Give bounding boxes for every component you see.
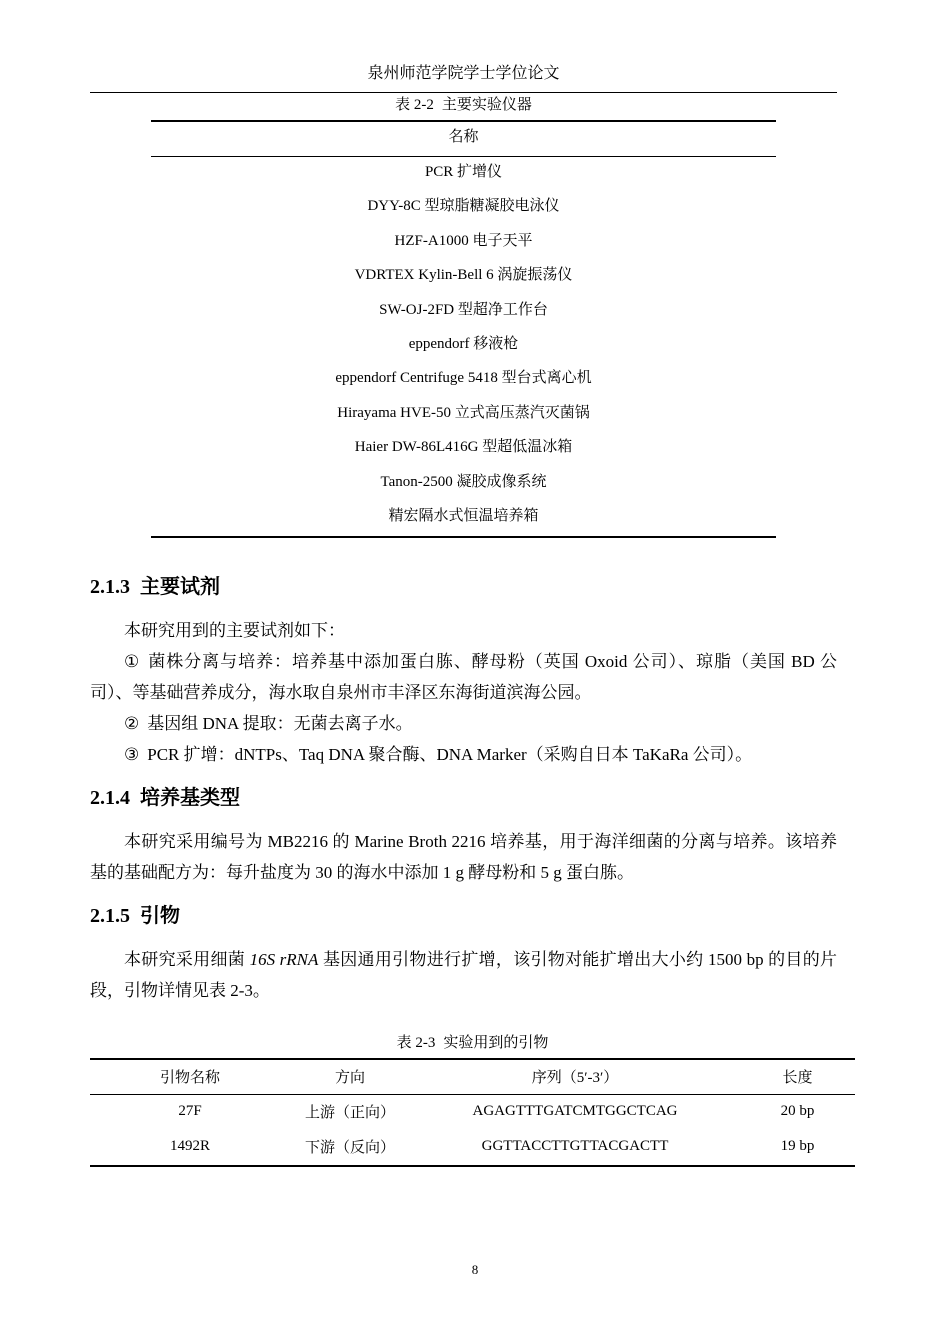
section-title: 主要试剂 (140, 576, 220, 598)
length-cell: 19 bp (780, 1138, 815, 1154)
page-number: 8 (471, 1262, 479, 1277)
table-2-2-body (151, 155, 776, 533)
primer-name-cell: 1492R (169, 1138, 210, 1154)
table-2-3-caption-num: 表 2-3 (396, 1035, 436, 1051)
section-2-1-3-body (90, 615, 837, 770)
table-row: Tanon-2500 凝胶成像系统 (380, 473, 547, 490)
table-row: HZF-A1000 电子天平 (394, 232, 533, 249)
paragraph: 本研究用到的主要试剂如下： (124, 621, 345, 640)
paragraph: 本研究采用编号为 MB2216 的 Marine Broth 2216 培养基，用于海洋细菌的分离与培养。该培养基的基础配方为：每升盐度为 30 的海水中添加 1 g 酵母粉和 5 g 蛋白胨。 (90, 832, 837, 882)
table-row: PCR 扩增仪 (424, 164, 503, 180)
section-2-1-5-body (90, 944, 837, 1006)
column-header-primer-name: 引物名称 (159, 1070, 220, 1086)
gene-name: 16S rRNA (249, 950, 319, 969)
table-2-3 (90, 1059, 855, 1164)
table-header-row (90, 1059, 855, 1094)
table-row: eppendorf 移液枪 (408, 335, 519, 352)
table-row: VDRTEX Kylin-Bell 6 涡旋振荡仪 (354, 267, 573, 284)
table-2-2-caption (151, 95, 776, 115)
direction-cell: 下游（反向） (304, 1140, 395, 1156)
reagent-item-text: 基因组 DNA 提取：无菌去离子水。 (147, 714, 413, 733)
table-2-3-caption (90, 1033, 855, 1053)
section-heading-2-1-5 (90, 903, 180, 929)
list-marker: ③ (124, 745, 140, 764)
reagent-item-1 (90, 646, 837, 708)
header-rule (90, 92, 837, 93)
list-marker: ① (124, 652, 141, 671)
column-header-sequence: 序列（5′-3′） (531, 1070, 619, 1086)
paragraph (90, 944, 837, 1006)
section-title: 引物 (140, 905, 180, 927)
sequence-cell: GGTTACCTTGTTACGACTT (481, 1138, 669, 1154)
reagent-item-text: PCR 扩增：dNTPs、Taq DNA 聚合酶、DNA Marker（采购自日本 TaKaRa 公司）。 (147, 745, 753, 764)
running-header: 泉州师范学院学士学位论文 (367, 65, 560, 82)
table-row: Hirayama HVE-50 立式高压蒸汽灭菌锅 (337, 404, 590, 421)
paragraph-text: 本研究采用细菌 (124, 950, 250, 969)
reagent-item-3 (90, 739, 837, 770)
section-heading-2-1-4 (90, 785, 240, 811)
sequence-cell: AGAGTTTGATCMTGGCTCAG (472, 1103, 678, 1119)
length-cell: 20 bp (780, 1103, 815, 1119)
table-row (90, 1094, 855, 1129)
table-2-2-top-rule (151, 120, 776, 122)
table-2-2-caption-title: 主要实验仪器 (441, 97, 532, 113)
section-heading-2-1-3 (90, 574, 220, 600)
table-row: DYY-8C 型琼脂糖凝胶电泳仪 (367, 198, 560, 215)
table-2-2-caption-num: 表 2-2 (395, 97, 434, 113)
table-row: SW-OJ-2FD 型超净工作台 (379, 301, 548, 318)
list-marker: ② (124, 714, 140, 733)
section-number: 2.1.5 (90, 905, 130, 927)
table-2-3-caption-title: 实验用到的引物 (443, 1035, 549, 1051)
table-2-2-bottom-rule (151, 536, 776, 538)
table-row: eppendorf Centrifuge 5418 型台式离心机 (335, 370, 592, 387)
reagent-item-text: 菌株分离与培养：培养基中添加蛋白胨、酵母粉（英国 Oxoid 公司）、琼脂（美国 BD 公司）、等基础营养成分，海水取自泉州市丰泽区东海街道滨海公园。 (90, 652, 837, 702)
column-header-direction: 方向 (334, 1070, 365, 1086)
column-header-length: 长度 (782, 1070, 813, 1086)
primer-name-cell: 27F (178, 1103, 202, 1119)
table-row: Haier DW-86L416G 型超低温冰箱 (354, 439, 573, 456)
table-2-3-bottom-rule (90, 1165, 855, 1167)
section-2-1-4-body (90, 826, 837, 888)
table-2-2-column-header: 名称 (448, 129, 479, 145)
table-row (90, 1129, 855, 1164)
section-number: 2.1.3 (90, 576, 130, 598)
section-number: 2.1.4 (90, 787, 130, 809)
direction-cell: 上游（正向） (304, 1105, 395, 1121)
reagent-item-2 (90, 708, 837, 739)
table-row: 精宏隔水式恒温培养箱 (388, 507, 539, 524)
section-title: 培养基类型 (140, 787, 240, 809)
paragraph-text: 基因通用引物进行扩增，该引物对能扩增出大小约 1500 bp 的目的片段，引物详情见表 2-3。 (90, 950, 838, 1000)
